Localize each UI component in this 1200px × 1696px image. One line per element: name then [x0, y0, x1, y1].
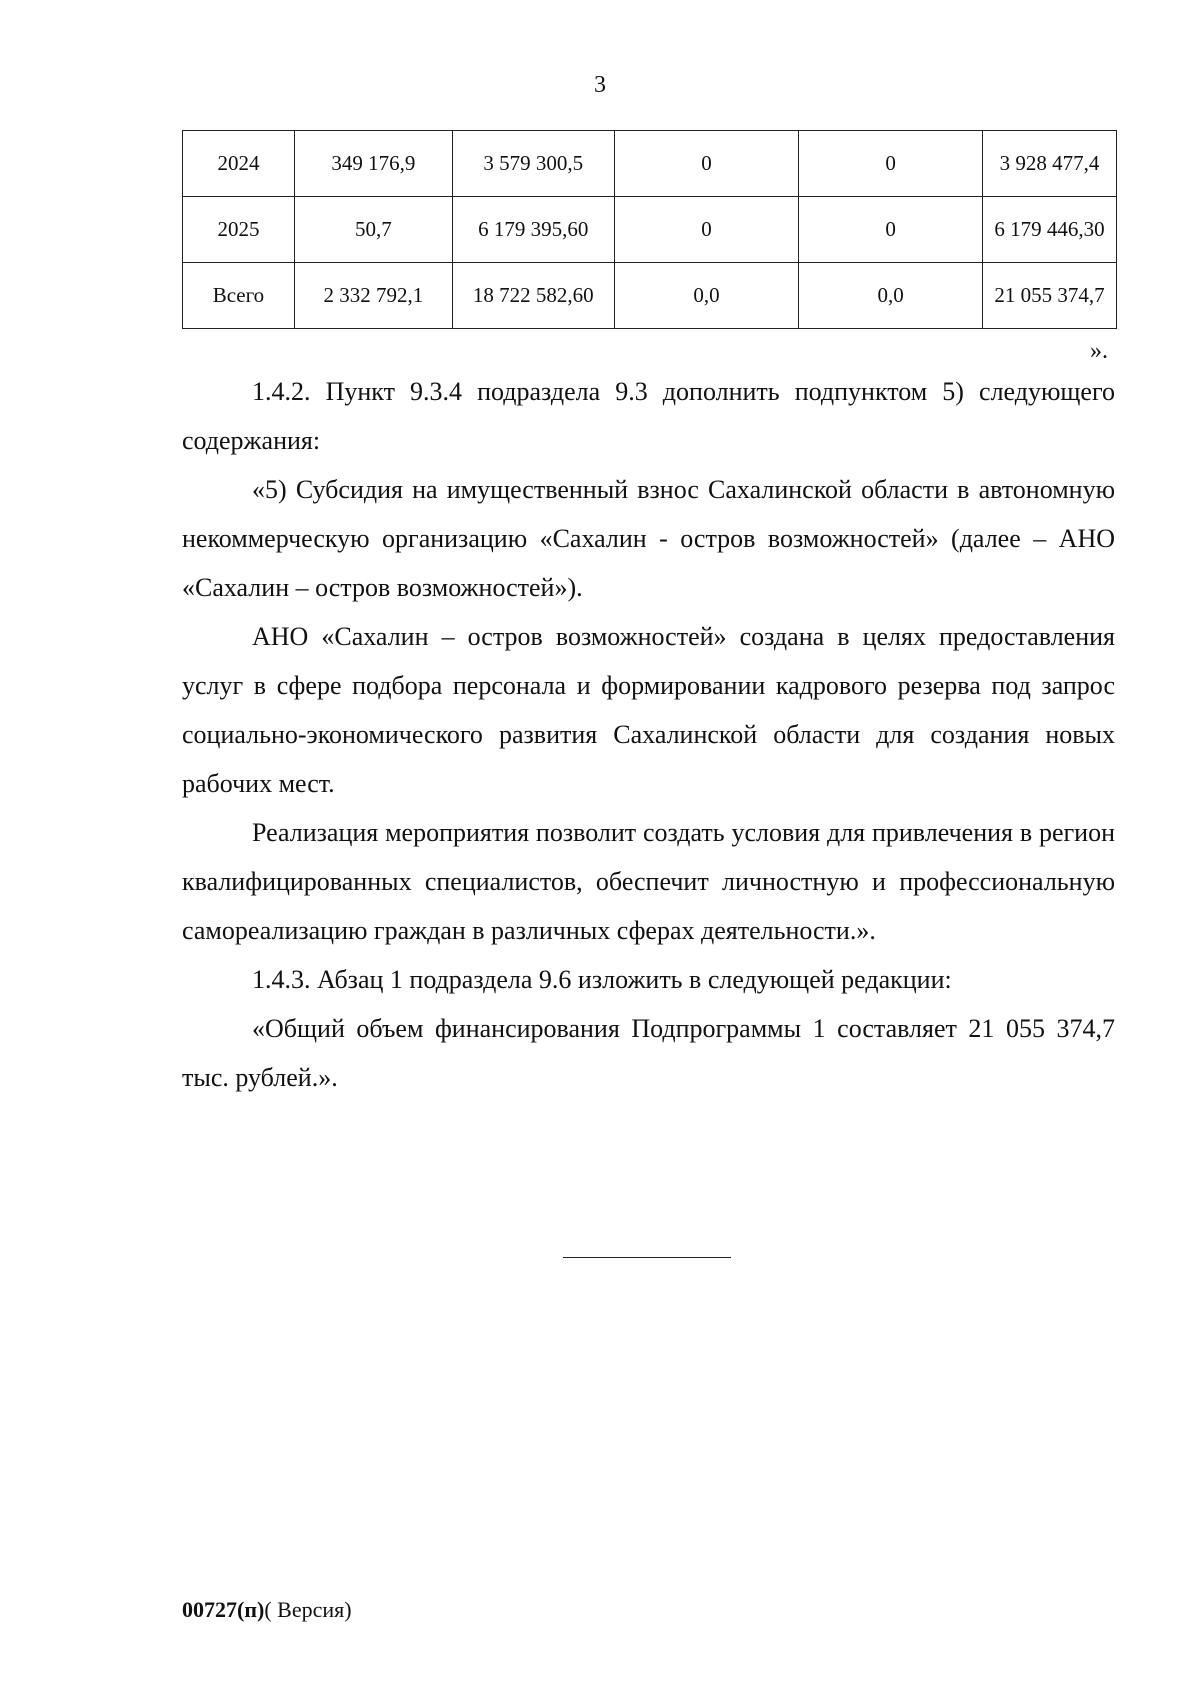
document-version: ( Версия) — [264, 1597, 352, 1622]
table-cell: 18 722 582,60 — [452, 263, 614, 329]
table-cell: 0 — [614, 131, 799, 197]
table-cell-year: 2024 — [183, 131, 295, 197]
table-cell: 0 — [614, 197, 799, 263]
document-code-number: 00727(п) — [182, 1597, 265, 1622]
document-code — [182, 1597, 352, 1623]
separator-line — [563, 1257, 731, 1258]
table-row — [183, 131, 1117, 197]
table-cell-total: 6 179 446,30 — [983, 197, 1117, 263]
table-row-total — [183, 263, 1117, 329]
financing-table — [182, 130, 1117, 329]
table-cell: 0,0 — [799, 263, 983, 329]
table-cell: 0 — [799, 197, 983, 263]
paragraph-1-4-2-line2: содержания: — [182, 426, 321, 455]
paragraph-total-funding: «Общий объем финансирования Подпрограммы 1 составляет 21 055 374,7 тыс. рублей.». — [182, 1014, 1115, 1092]
paragraph-implementation: Реализация мероприятия позволит создать условия для привлечения в регион квалифицированных специалистов, обеспечит личностную и профессиональную самореализацию граждан в различных сферах деятельности.». — [182, 818, 1115, 945]
table-cell: 349 176,9 — [294, 131, 452, 197]
table-cell: 0 — [799, 131, 983, 197]
paragraph-1-4-2-line1: 1.4.2. Пункт 9.3.4 подраздела 9.3 дополнить подпунктом 5) следующего — [252, 377, 1115, 406]
document-body — [182, 367, 1115, 1102]
paragraph-subsidy: «5) Субсидия на имущественный взнос Сахалинской области в автономную некоммерческую организацию «Сахалин - остров возможностей» (далее – АНО «Сахалин – остров возможностей»). — [182, 475, 1115, 602]
paragraph-ano: АНО «Сахалин – остров возможностей» создана в целях предоставления услуг в сфере подбора персонала и формировании кадрового резерва под запрос социально-экономического развития Сахалинской области для создания новых рабочих мест. — [182, 622, 1115, 798]
table-cell-year: Всего — [183, 263, 295, 329]
closing-quote: ». — [1090, 338, 1108, 364]
paragraph-1-4-3: 1.4.3. Абзац 1 подраздела 9.6 изложить в следующей редакции: — [252, 965, 952, 994]
table-cell: 50,7 — [294, 197, 452, 263]
table-cell-year: 2025 — [183, 197, 295, 263]
table-cell-total: 3 928 477,4 — [983, 131, 1117, 197]
table-cell: 6 179 395,60 — [452, 197, 614, 263]
table-cell: 0,0 — [614, 263, 799, 329]
page-number: 3 — [594, 72, 606, 98]
table-row — [183, 197, 1117, 263]
table-cell-total: 21 055 374,7 — [983, 263, 1117, 329]
table-cell: 2 332 792,1 — [294, 263, 452, 329]
table-cell: 3 579 300,5 — [452, 131, 614, 197]
